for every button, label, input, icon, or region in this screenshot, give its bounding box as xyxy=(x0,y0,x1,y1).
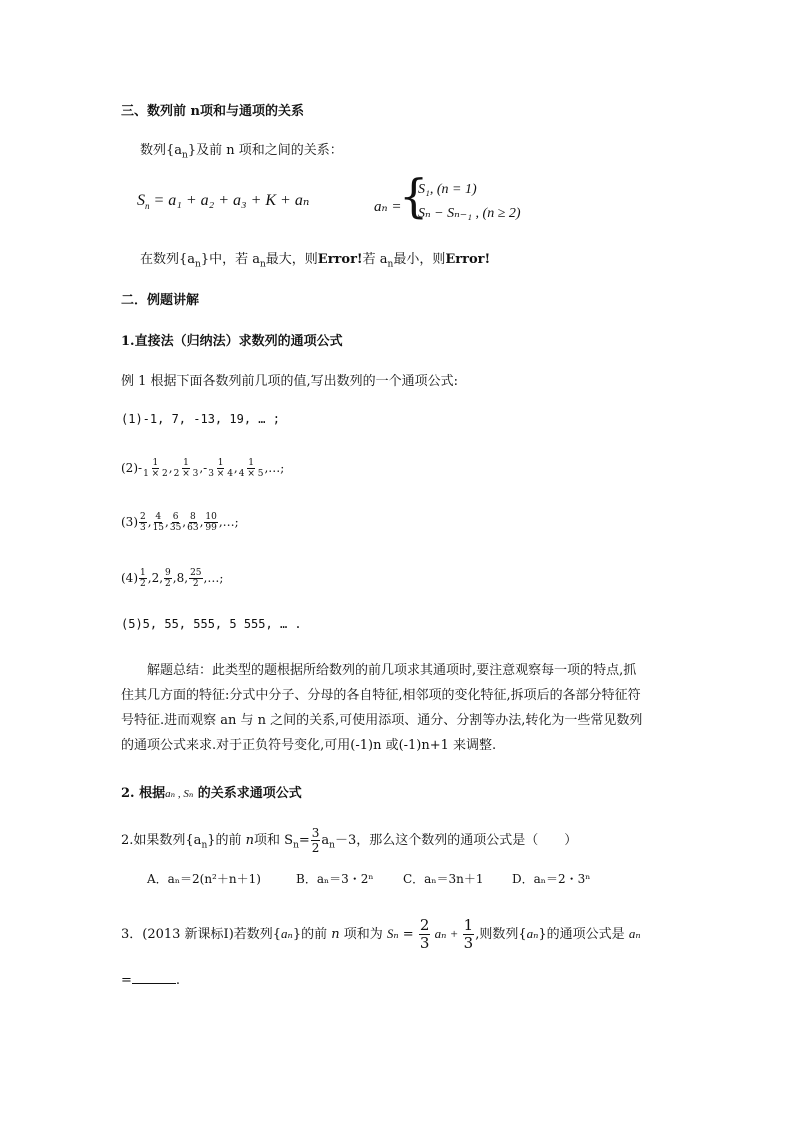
item-prefix: (2)- xyxy=(121,461,143,475)
error-text: Error! xyxy=(445,252,491,267)
question-3 xyxy=(121,917,641,952)
item-4: (4) $\frac{1}{2}$ ,2, $\frac{9}{2}$ ,8, $\frac{25}{2}$ ,…; xyxy=(121,568,224,589)
subsection-1-title: 1.直接法（归纳法）求数列的通项公式 xyxy=(121,334,343,349)
fraction: $\frac{1}{2}$ xyxy=(140,568,146,589)
question-2: 2.如果数列$\{a_n\}$的前 n项和 $S_n=$ $\frac{3}{2}$ $a_n-3$，那么这个数列的通项公式是（ ） xyxy=(121,826,578,855)
fraction: $\frac{8}{63}$ xyxy=(187,512,199,533)
text: a xyxy=(321,833,330,848)
item-suffix: ,…; xyxy=(203,571,224,585)
item-suffix: ,…; xyxy=(264,461,285,475)
text: }及前 n 项和之间的关系： xyxy=(187,143,343,158)
summary-line-3: 号特征.进而观察 an 与 n 之间的关系,可使用添项、通分、分割等办法,转化为一些常见数列 xyxy=(121,713,643,728)
fraction: $\frac{25}{2}$ xyxy=(190,568,202,589)
sum-symbol: S xyxy=(137,192,145,209)
option-c: C．aₙ＝3n＋1 xyxy=(403,872,484,886)
fraction: $\frac{1}{2 \times 3}$ xyxy=(173,458,199,479)
text: }中，若 a xyxy=(200,252,260,267)
text: }的前 xyxy=(207,833,246,848)
section-3-intro xyxy=(140,139,343,161)
fraction: $\frac{6}{35}$ xyxy=(169,512,182,533)
item-prefix: (3) xyxy=(121,515,138,529)
term: 8 xyxy=(176,571,185,585)
item-3 xyxy=(121,512,239,533)
question-3-answer-line xyxy=(121,971,180,988)
text: 3．(2013 新课标Ⅰ)若数列{ xyxy=(121,927,282,942)
example-1-intro: 例 1 根据下面各数列前几项的值,写出数列的一个通项公式: xyxy=(121,374,459,389)
fraction: $\frac{4}{15}$ xyxy=(152,512,165,533)
text: }的通项公式是 xyxy=(538,927,629,942)
text: 的关系求通项公式 xyxy=(193,786,302,801)
fraction: $\frac{1}{3}$ xyxy=(463,916,474,952)
text: 若 a xyxy=(362,252,388,267)
text: = xyxy=(121,973,132,988)
case-1: S₁, (n = 1) xyxy=(418,182,477,197)
fraction: $\frac{9}{2}$ xyxy=(165,568,171,589)
text: 数列{a xyxy=(140,143,183,158)
text: 最小，则 xyxy=(393,252,446,267)
fraction: $\frac{1}{4 \times 5}$ xyxy=(238,458,264,479)
answer-blank[interactable] xyxy=(132,971,176,984)
sum-terms: = a₁ + a₂ + a₃ + K + aₙ xyxy=(153,192,310,209)
math-inline: aₙ xyxy=(526,926,539,941)
summary-line-1: 解题总结：此类型的题根据所给数列的前几项求其通项时,要注意观察每一项的特点,抓 xyxy=(147,663,637,678)
extreme-statement: 在数列$\{a_n\}$中，若 $a_n$最大，则Error!若 $a_n$最小，则Error! xyxy=(140,252,491,270)
option-a: A．aₙ＝2(n²＋n＋1) xyxy=(147,872,261,886)
text: 项和 S xyxy=(254,833,294,848)
error-text: Error! xyxy=(317,252,363,267)
text: . xyxy=(175,973,181,988)
sum-formula: $S_n = a_1 + a_2 + a_3 + K + a_n$ xyxy=(137,192,310,212)
case-2: Sₙ − Sₙ₋₁ , (n ≥ 2) xyxy=(418,206,521,221)
item-prefix: (4) xyxy=(121,571,138,585)
text: = xyxy=(298,833,310,848)
text: }的前 xyxy=(292,927,332,942)
section-2-title: 二．例题讲解 xyxy=(121,293,200,308)
brace-glyph: { xyxy=(399,169,429,223)
term: 2 xyxy=(151,571,160,585)
text: 在数列{a xyxy=(140,252,196,267)
option-b: B．aₙ＝3・2ⁿ xyxy=(296,872,374,886)
item-suffix: ,…; xyxy=(218,515,239,529)
fraction: $\frac{1}{3 \times 4}$ xyxy=(208,458,233,479)
math-inline: aₙ + xyxy=(431,926,462,941)
section-3-title: 三、数列前 n项和与通项的关系 xyxy=(121,104,304,119)
text: 2. 根据 xyxy=(121,786,166,801)
text: 最大，则 xyxy=(265,252,318,267)
item-3-fractions: $\frac{2}{3}$ , $\frac{4}{15}$ , $\frac{6}{35}$ , $\frac{8}{63}$ , $\frac{10}{99}$ xyxy=(140,512,217,533)
subscript: n xyxy=(182,150,188,161)
text: ,则数列{ xyxy=(475,927,527,942)
text: 项和为 xyxy=(339,927,387,942)
math-inline: aₙ xyxy=(628,926,641,941)
fraction: $\frac{10}{99}$ xyxy=(205,512,217,533)
text: = xyxy=(398,927,418,942)
an-lhs: aₙ = xyxy=(374,199,402,215)
math-n: n xyxy=(245,833,255,848)
summary-line-2: 住其几方面的特征:分式中分子、分母的各自特征,相邻项的变化特征,拆项后的各部分特征符 xyxy=(121,688,641,703)
math-inline: Sₙ xyxy=(386,926,399,941)
item-1: (1)-1, 7, -13, 19, … ; xyxy=(121,412,280,426)
fraction: $\frac{2}{3}$ xyxy=(140,512,146,533)
text: －3，那么这个数列的通项公式是（ ） xyxy=(334,833,578,848)
item-2: (2)- $\frac{1}{1 \times 2}$ , $\frac{1}{2 \times 3}$ ,- $\frac{1}{3 \times 4}$ , $\frac{1}{4 \times 5}$ ,…; xyxy=(121,458,285,479)
text: 2.如果数列{a xyxy=(121,833,202,848)
item-5: (5)5, 55, 555, 5 555, … . xyxy=(121,617,302,631)
fraction: $\frac{2}{3}$ xyxy=(419,916,430,952)
fraction: $\frac{3}{2}$ xyxy=(311,826,320,855)
fraction: $\frac{1}{1 \times 2}$ xyxy=(143,458,168,479)
summary-line-4: 的通项公式来求.对于正负符号变化,可用(-1)n 或(-1)n+1 来调整. xyxy=(121,738,497,753)
math-n: n xyxy=(331,927,340,942)
math-inline: aₙ xyxy=(281,926,293,941)
option-d: D．aₙ＝2・3ⁿ xyxy=(512,872,591,886)
subsection-2-title xyxy=(121,782,302,801)
math-inline: aₙ , Sₙ xyxy=(165,788,194,800)
